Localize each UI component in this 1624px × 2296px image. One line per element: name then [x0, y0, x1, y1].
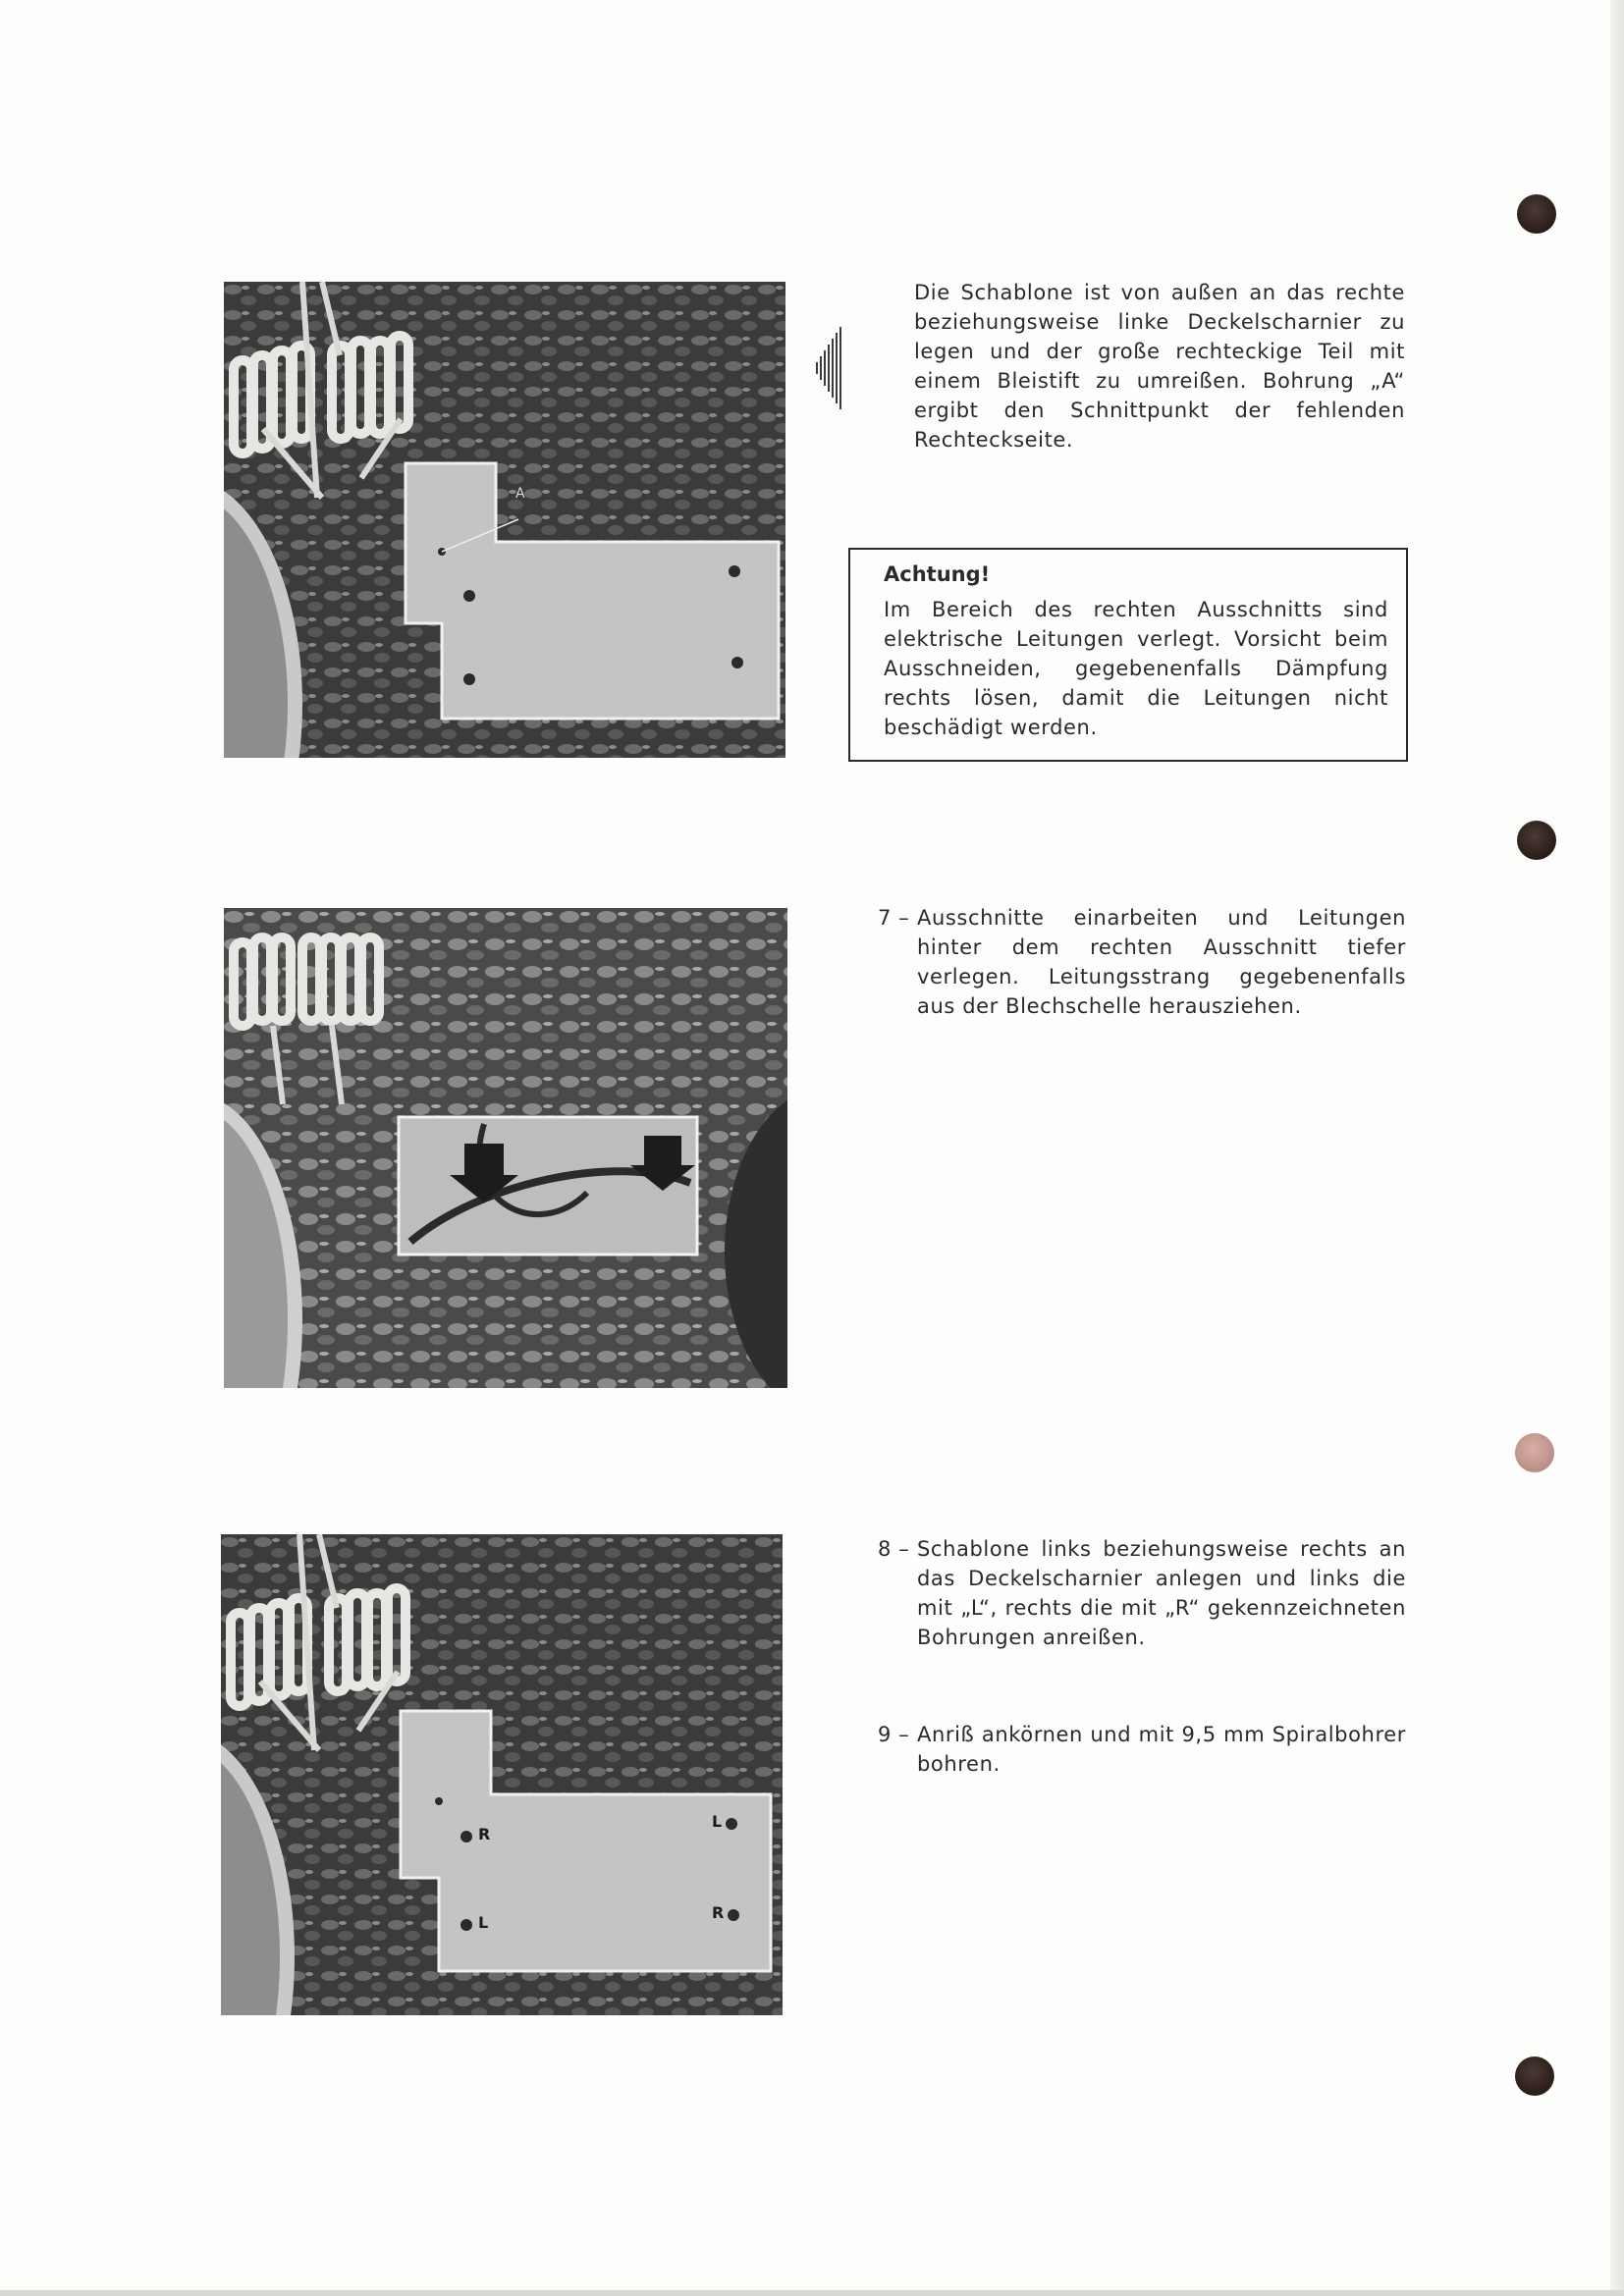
warning-title: Achtung!	[884, 562, 991, 586]
photo-template-on-hinge	[224, 282, 785, 758]
photo-label-l-left: L	[478, 1913, 489, 1932]
photo-3-svg	[221, 1534, 783, 2015]
photo-2-svg	[224, 908, 787, 1388]
punch-hole	[1517, 194, 1556, 234]
warning-box	[848, 548, 1408, 762]
punch-hole	[1515, 2056, 1554, 2096]
page-edge	[1610, 0, 1624, 2296]
left-arrow-marker-icon	[813, 319, 846, 417]
photo-label-r-left: R	[478, 1825, 491, 1843]
step-9-text: Anriß ankörnen und mit 9,5 mm Spiralbohrer bohren.	[917, 1723, 1406, 1776]
page-bottom-edge	[0, 2290, 1624, 2296]
step-9	[878, 1720, 1406, 1779]
photo-template-drill-marks	[221, 1534, 783, 2015]
step-8-text: Schablone links beziehungsweise rechts an das Deckelscharnier anlegen und links die mit „L“, rechts die mit „R“ gekennzeichneten Bohrungen anreißen.	[917, 1537, 1406, 1649]
photo-label-l-right: L	[712, 1812, 723, 1831]
step-8-number: 8 –	[878, 1537, 910, 1561]
section-1-text: Die Schablone ist von außen an das rechte beziehungsweise linke Deckelscharnier zu legen und der große rechteckige Teil mit einem Bleistift zu umreißen. Bohrung „A“ ergibt den Schnittpunkt der fehlenden Rechteckseite.	[914, 281, 1405, 452]
step-8	[878, 1534, 1406, 1652]
step-7-text: Ausschnitte einarbeiten und Leitungen hinter dem rechten Ausschnitt tiefer verlegen. Leitungsstrang gegebenenfalls aus der Blechschelle herausziehen.	[917, 906, 1406, 1018]
photo-label-r-right: R	[712, 1903, 725, 1922]
step-9-number: 9 –	[878, 1723, 910, 1746]
punch-hole	[1517, 821, 1556, 860]
step-7	[878, 903, 1406, 1021]
punch-hole	[1515, 1433, 1554, 1472]
photo-1-svg	[224, 282, 785, 758]
step-7-number: 7 –	[878, 906, 910, 930]
photo-label-a: A	[515, 486, 525, 502]
warning-text: Im Bereich des rechten Ausschnitts sind elektrische Leitungen verlegt. Vorsicht beim Ausschneiden, gegebenenfalls Dämpfung rechts lösen, damit die Leitungen nicht beschädigt werden.	[884, 598, 1388, 739]
photo-cutout-with-wires	[224, 908, 787, 1388]
